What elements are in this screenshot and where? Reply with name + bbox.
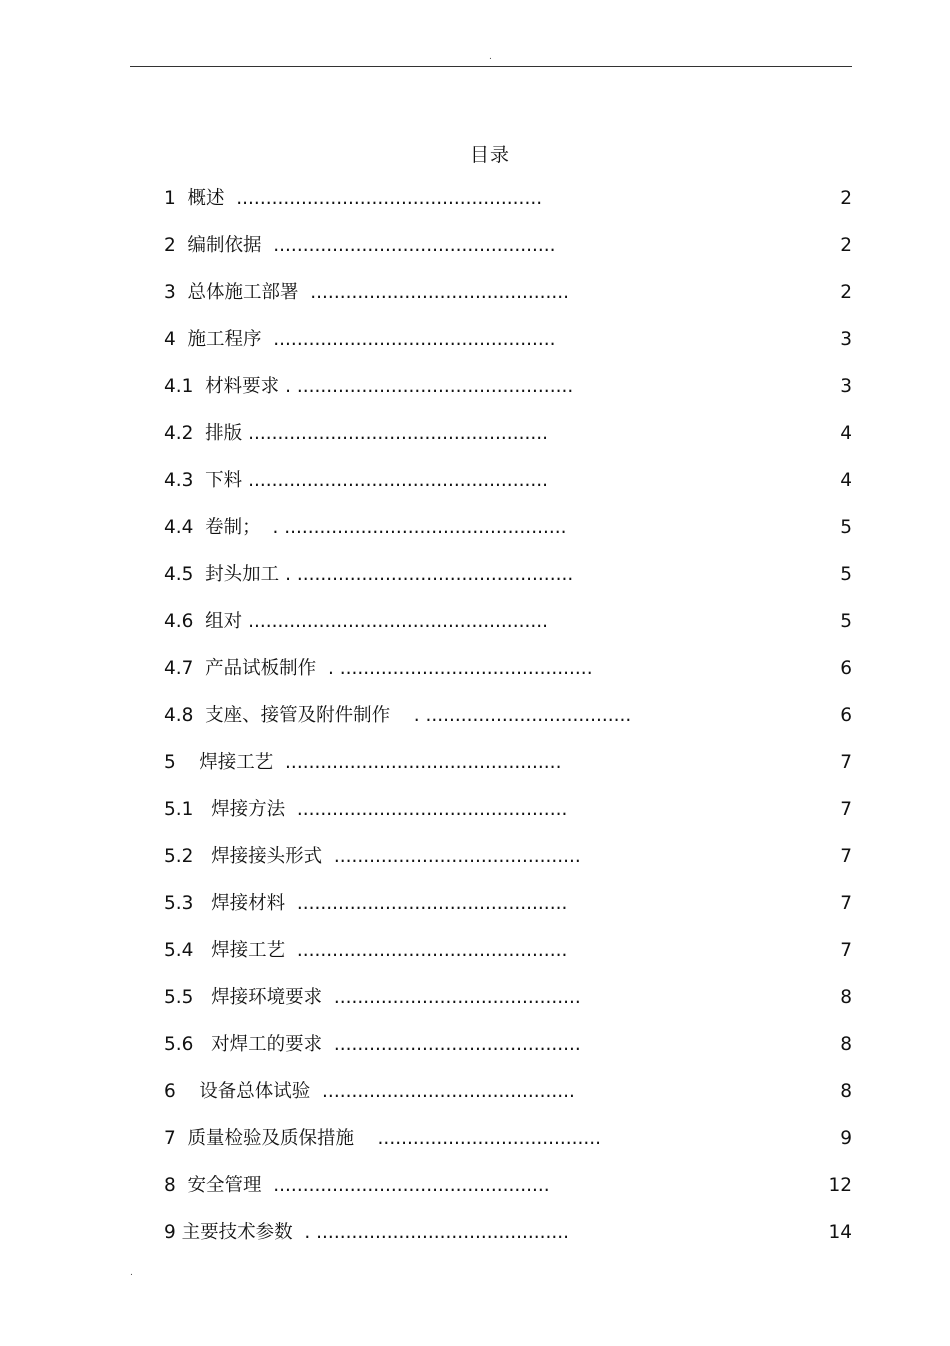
toc-entry-page-number: 7 <box>840 846 852 867</box>
toc-entry-page-number: 3 <box>840 376 852 397</box>
toc-entry-label: 5.6 对焊工的要求 .......................................... <box>164 1034 581 1055</box>
toc-entry[interactable] <box>164 744 852 791</box>
table-of-contents <box>164 180 852 1261</box>
toc-entry[interactable] <box>164 368 852 415</box>
toc-entry-page-number: 4 <box>840 470 852 491</box>
toc-entry[interactable] <box>164 180 852 227</box>
toc-entry-page-number: 2 <box>840 235 852 256</box>
toc-entry-page-number: 7 <box>840 799 852 820</box>
toc-entry-label: 5 焊接工艺 ............................................... <box>164 752 562 773</box>
toc-entry[interactable] <box>164 603 852 650</box>
bottom-dot: . <box>130 1268 133 1278</box>
toc-entry-label: 7 质量检验及质保措施 ...................................... <box>164 1128 602 1149</box>
toc-entry-label: 4.8 支座、接管及附件制作 . ................................... <box>164 705 632 726</box>
toc-entry-page-number: 8 <box>840 1081 852 1102</box>
toc-entry-label: 9 主要技术参数 . ........................................... <box>164 1222 570 1243</box>
toc-entry-page-number: 4 <box>840 423 852 444</box>
toc-entry-label: 5.3 焊接材料 .............................................. <box>164 893 568 914</box>
toc-entry-label: 3 总体施工部署 ............................................ <box>164 282 570 303</box>
toc-entry[interactable] <box>164 979 852 1026</box>
toc-entry[interactable] <box>164 1073 852 1120</box>
toc-entry-page-number: 7 <box>840 752 852 773</box>
toc-entry-page-number: 8 <box>840 1034 852 1055</box>
toc-entry[interactable] <box>164 650 852 697</box>
toc-entry-page-number: 9 <box>840 1128 852 1149</box>
toc-entry-label: 4.5 封头加工 . ............................................... <box>164 564 574 585</box>
toc-entry-label: 5.4 焊接工艺 .............................................. <box>164 940 568 961</box>
toc-entry-page-number: 7 <box>840 940 852 961</box>
toc-entry-page-number: 6 <box>840 705 852 726</box>
page-title: 目录 <box>469 144 510 166</box>
toc-entry-label: 5.5 焊接环境要求 .......................................... <box>164 987 581 1008</box>
toc-entry-label: 4.2 排版 ................................................... <box>164 423 548 444</box>
toc-entry-label: 4.3 下料 ................................................... <box>164 470 548 491</box>
toc-entry-label: 4 施工程序 ................................................ <box>164 329 556 350</box>
toc-entry[interactable] <box>164 697 852 744</box>
toc-entry-label: 5.1 焊接方法 .............................................. <box>164 799 568 820</box>
toc-entry-label: 6 设备总体试验 ........................................... <box>164 1081 575 1102</box>
toc-entry[interactable] <box>164 556 852 603</box>
toc-entry[interactable] <box>164 838 852 885</box>
toc-entry[interactable] <box>164 885 852 932</box>
toc-entry-label: 4.4 卷制； . ................................................ <box>164 517 567 538</box>
toc-entry-page-number: 2 <box>840 282 852 303</box>
toc-entry-label: 4.7 产品试板制作 . ........................................... <box>164 658 593 679</box>
toc-entry[interactable] <box>164 509 852 556</box>
header-rule <box>130 66 852 67</box>
toc-entry-page-number: 7 <box>840 893 852 914</box>
toc-entry[interactable] <box>164 1120 852 1167</box>
toc-entry[interactable] <box>164 321 852 368</box>
toc-entry-page-number: 2 <box>840 188 852 209</box>
toc-entry-label: 8 安全管理 ............................................... <box>164 1175 550 1196</box>
toc-entry-page-number: 14 <box>828 1222 852 1243</box>
toc-entry-page-number: 8 <box>840 987 852 1008</box>
toc-entry-page-number: 5 <box>840 564 852 585</box>
toc-entry[interactable] <box>164 1214 852 1261</box>
toc-entry[interactable] <box>164 274 852 321</box>
toc-entry-label: 5.2 焊接接头形式 .......................................... <box>164 846 581 867</box>
toc-entry[interactable] <box>164 1167 852 1214</box>
top-dot: . <box>489 52 492 62</box>
toc-entry-label: 4.6 组对 ................................................... <box>164 611 548 632</box>
toc-entry-label: 2 编制依据 ................................................ <box>164 235 556 256</box>
toc-entry-label: 1 概述 .................................................... <box>164 188 543 209</box>
toc-entry[interactable] <box>164 415 852 462</box>
toc-entry[interactable] <box>164 932 852 979</box>
toc-entry-page-number: 6 <box>840 658 852 679</box>
toc-entry-page-number: 12 <box>828 1175 852 1196</box>
toc-entry[interactable] <box>164 227 852 274</box>
toc-entry[interactable] <box>164 1026 852 1073</box>
toc-entry-label: 4.1 材料要求 . ............................................... <box>164 376 574 397</box>
toc-entry[interactable] <box>164 791 852 838</box>
toc-entry-page-number: 5 <box>840 517 852 538</box>
toc-entry-page-number: 5 <box>840 611 852 632</box>
toc-entry[interactable] <box>164 462 852 509</box>
toc-entry-page-number: 3 <box>840 329 852 350</box>
